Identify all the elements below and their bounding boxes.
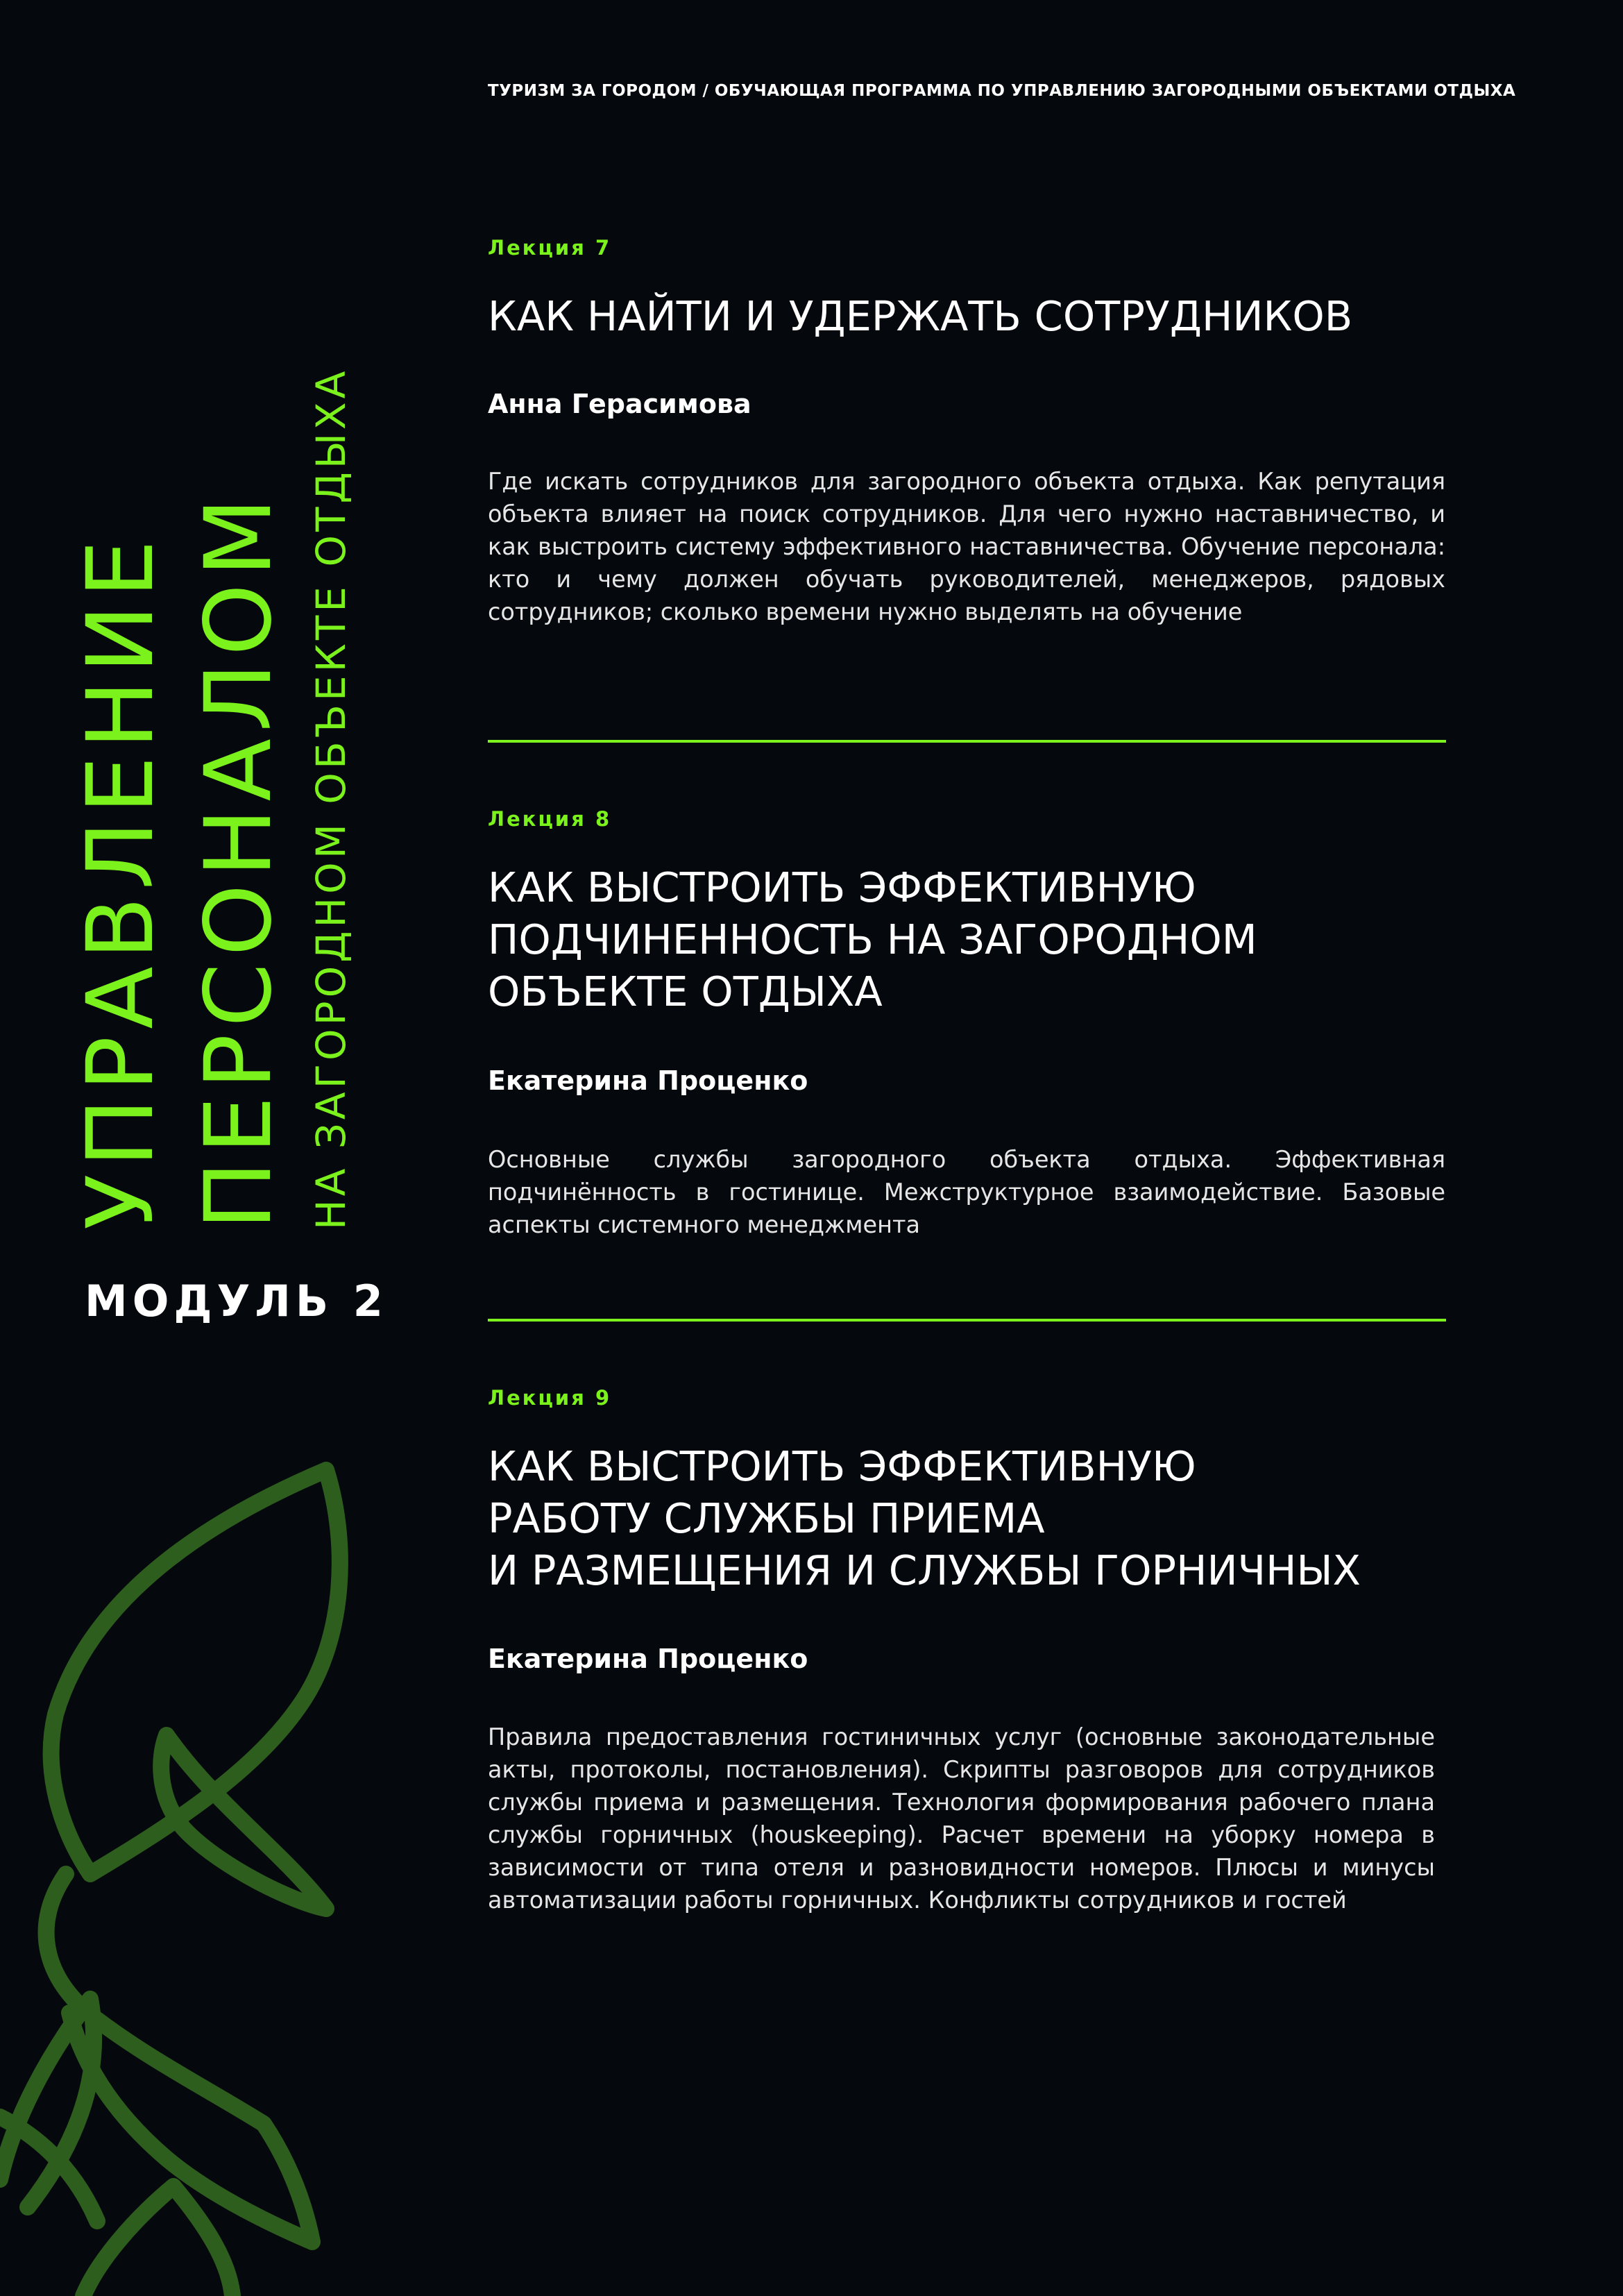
lecture-number: Лекция 7 (488, 236, 612, 260)
sidebar-title-line1: УПРАВЛЕНИЕ (67, 532, 174, 1230)
lecture-title: КАК ВЫСТРОИТЬ ЭФФЕКТИВНУЮ ПОДЧИНЕННОСТЬ НА ЗАГОРОДНОМ ОБЪЕКТЕ ОТДЫХА (488, 863, 1257, 1015)
lecture-number: Лекция 9 (488, 1386, 612, 1410)
lecture-8-title-block (488, 861, 1445, 1018)
sidebar-title-line2: ПЕРСОНАЛОМ (185, 491, 292, 1230)
sidebar-subtitle: НА ЗАГОРОДНОМ ОБЪЕКТЕ ОТДЫХА (307, 367, 355, 1230)
lecture-7-desc-block (488, 465, 1445, 628)
lecture-9-author-block (488, 1644, 1445, 1674)
lecture-author: Анна Герасимова (488, 389, 751, 419)
lecture-title: КАК ВЫСТРОИТЬ ЭФФЕКТИВНУЮ РАБОТУ СЛУЖБЫ ПРИЕМА И РАЗМЕЩЕНИЯ И СЛУЖБЫ ГОРНИЧНЫХ (488, 1442, 1361, 1594)
lecture-9-desc-block (488, 1721, 1435, 1916)
section-divider (488, 1319, 1446, 1322)
lecture-description: Где искать сотрудников для загородного объекта отдыха. Как репутация объекта влияет на поиск сотрудников. Для чего нужно наставничество, и как выстроить систему эффективного наставничества. Обучение персонала: кто и чему должен обучать руководителей, менеджеров, рядовых сотрудников; сколько времени нужно выделять на обучение (488, 468, 1445, 625)
module-label: МОДУЛЬ 2 (85, 1276, 388, 1326)
lecture-9 (488, 1386, 1445, 1410)
lecture-author: Екатерина Проценко (488, 1065, 808, 1096)
section-divider (488, 740, 1446, 743)
lecture-7-author-block (488, 389, 1445, 419)
lecture-7 (488, 236, 1445, 260)
lecture-description: Основные службы загородного объекта отдыха. Эффективная подчинённость в гостинице. Межструктурное взаимодействие. Базовые аспекты системного менеджмента (488, 1146, 1445, 1238)
lecture-title: КАК НАЙТИ И УДЕРЖАТЬ СОТРУДНИКОВ (488, 292, 1353, 340)
lecture-author: Екатерина Проценко (488, 1644, 808, 1674)
lecture-number: Лекция 8 (488, 807, 612, 831)
lecture-7-title-block (488, 290, 1445, 342)
lecture-description: Правила предоставления гостиничных услуг (основные законодательные акты, протоколы, постановления). Скрипты разговоров для сотрудников службы приема и размещения. Технология формирования рабочего плана службы горничных (houskeeping). Расчет времени на уборку номера в зависимости от типа отеля и разновидности номеров. Плюсы и минусы автоматизации работы горничных. Конфликты сотрудников и гостей (488, 1723, 1435, 1914)
leaf-outline-icon (0, 1444, 361, 2296)
program-header: ТУРИЗМ ЗА ГОРОДОМ / ОБУЧАЮЩАЯ ПРОГРАММА ПО УПРАВЛЕНИЮ ЗАГОРОДНЫМИ ОБЪЕКТАМИ ОТДЫХА (488, 82, 1516, 100)
lecture-8 (488, 807, 1445, 831)
lecture-8-desc-block (488, 1143, 1445, 1241)
lecture-8-author-block (488, 1065, 1445, 1096)
lecture-9-title-block (488, 1440, 1473, 1596)
